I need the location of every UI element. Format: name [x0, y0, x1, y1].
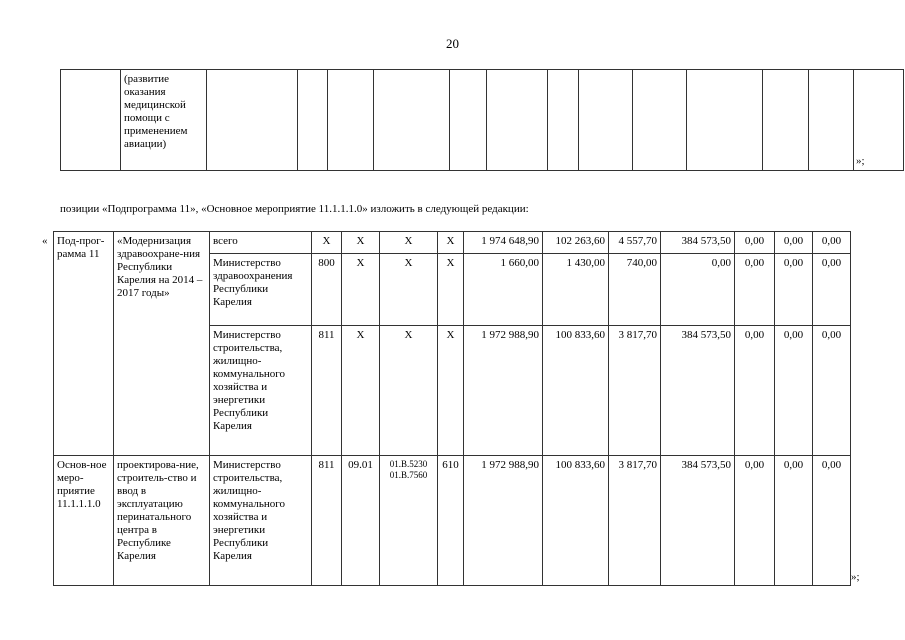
activity-name: проектирова-ние, строитель-ство и ввод в эксплуатацию перинатального центра в Республике Карелия	[114, 456, 210, 586]
page-number: 20	[446, 36, 459, 51]
csr-codes: 01.В.5230 01.В.7560	[380, 456, 438, 586]
closing-quote-2: »;	[851, 571, 860, 583]
executor: Министерство строительства, жилищно-коммунального хозяйства и энергетики Республики Карелия	[210, 326, 312, 456]
subprogram-status: Под-прог-рамма 11	[54, 232, 114, 456]
activity-description: (развитие оказания медицинской помощи с применением авиации)	[121, 70, 207, 171]
executor: всего	[210, 232, 312, 254]
instruction-text: позиции «Подпрограмма 11», «Основное мероприятие 11.1.1.1.0» изложить в следующей редакции:	[60, 203, 529, 215]
opening-quote: «	[42, 235, 48, 247]
subprogram-name: «Модернизация здравоохране-ния Республики Карелия на 2014 – 2017 годы»	[114, 232, 210, 456]
executor: Министерство строительства, жилищно-коммунального хозяйства и энергетики Республики Карелия	[210, 456, 312, 586]
cell-empty	[61, 70, 121, 171]
activity-status: Основ-ное меро-приятие 11.1.1.1.0	[54, 456, 114, 586]
executor: Министерство здравоохранения Республики Карелия	[210, 254, 312, 326]
continued-table	[60, 69, 904, 171]
main-table: Под-прог-рамма 11 «Модернизация здравоохране-ния Республики Карелия на 2014 – 2017 годы» всего Х Х Х Х 1 974 648,90 102 263,60 4 557,70 384 573,50 0,00 0,00 0,00 Министерство здравоохранения Республики Карелия 800 Х Х Х 1 660,00 1 430,00 740,00 0,00 0,00 0,00 0,00 Министерство строительства, жилищно-коммунального хозяйства и энергетики Республики Карелия 811 Х Х Х 1 972 988,90 100 833,60 3 817,70 384 573,50 0,00 0,00 0,00 Основ-ное меро-приятие 11.1.1.1.0 проектирова-ние, строитель-ство и ввод в эксплуатацию перинатального центра в Республике Карелия Министерство строительства, жилищно-коммунального хозяйства и энергетики Республики Карелия 811 09.01 01.В.5230 01.В.7560 610 1 972 988,90 100 833,60 3 817,70 384 573,50 0,00 0,00 0,00	[53, 231, 851, 586]
closing-quote-1: »;	[856, 155, 865, 167]
